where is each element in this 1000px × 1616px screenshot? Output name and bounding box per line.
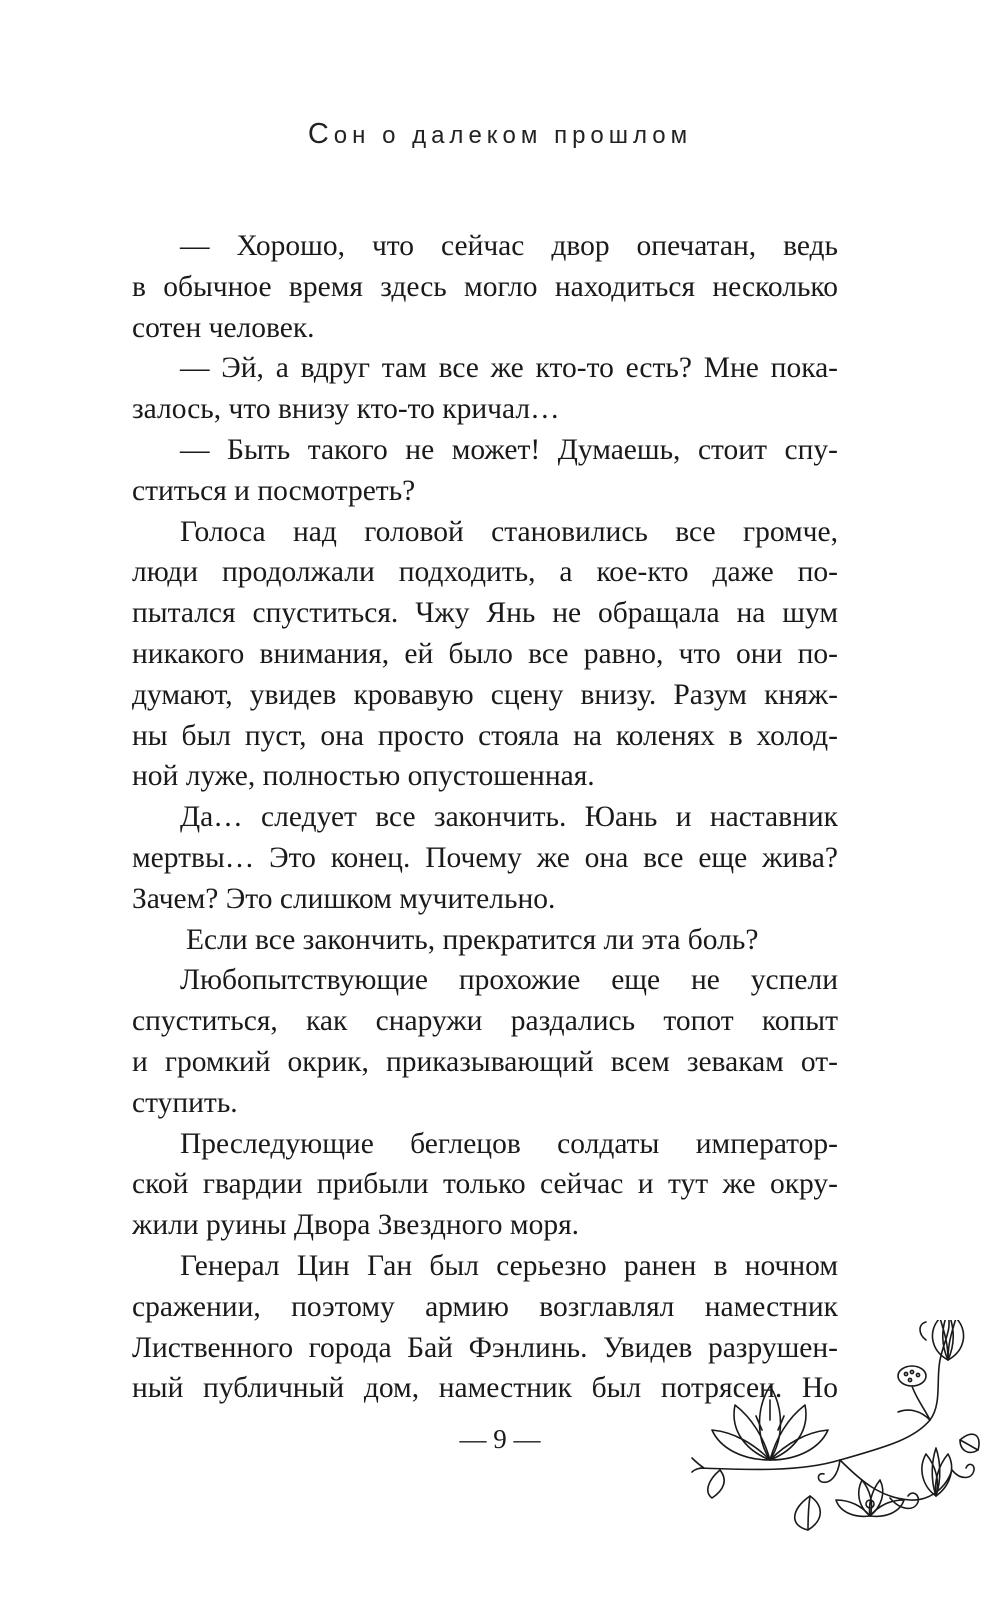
text-line: ны был пуст, она просто стояла на коленях в холод- [132, 719, 838, 752]
text-line: Да… следует все закончить. Юань и наставник [180, 801, 838, 834]
text-line: мертвы… Это конец. Почему же она все еще жива? [132, 841, 838, 874]
body-text [132, 226, 838, 1409]
running-head-text: он о далеком прошлом [333, 122, 693, 149]
text-line: и громкий окрик, приказывающий всем зевакам от- [132, 1045, 838, 1078]
text-line: Зачем? Это слишком мучительно. [132, 882, 556, 915]
text-line: — Эй, а вдруг там все же кто-то есть? Мне пока- [180, 352, 838, 385]
text-line: — Хорошо, что сейчас двор опечатан, ведь [180, 230, 838, 262]
text-line: Преследующие беглецов солдаты император- [180, 1127, 838, 1160]
running-head-initial: С [307, 118, 334, 150]
text-line: — Быть такого не может! Думаешь, стоит спу- [180, 433, 838, 466]
text-line: сражении, поэтому армию возглавлял наместник [132, 1290, 838, 1323]
text-line: сотен человек. [132, 311, 315, 344]
text-line: пытался спуститься. Чжу Янь не обращала на шум [132, 597, 838, 630]
page-number: — 9 — [459, 1424, 541, 1454]
text-line: ной луже, полностью опустошенная. [132, 760, 595, 793]
text-line: в обычное время здесь могло находиться несколько [132, 270, 838, 303]
text-line: Если все закончить, прекратится ли эта боль? [186, 923, 759, 956]
text-line: Генерал Цин Ган был серьезно ранен в ночном [180, 1249, 838, 1282]
text-line: ститься и посмотреть? [132, 474, 416, 507]
lotus-flower-ornament-icon [690, 1320, 990, 1610]
text-line: спуститься, как снаружи раздались топот копыт [132, 1005, 838, 1038]
text-line: Лиственного города Бай Фэнлинь. Увидев разрушен- [132, 1331, 838, 1364]
text-line: ный публичный дом, наместник был потрясен. Но [132, 1372, 838, 1405]
text-line: жили руины Двора Звездного моря. [132, 1209, 580, 1242]
text-line: ступить. [132, 1086, 238, 1119]
text-line: думают, увидев кровавую сцену внизу. Разум княж- [132, 678, 838, 711]
text-line: Голоса над головой становились все громче, [180, 515, 838, 548]
text-line: люди продолжали подходить, а кое-кто даже по- [132, 556, 838, 589]
text-line: ской гвардии прибыли только сейчас и тут же окру- [132, 1168, 838, 1201]
text-line: Любопытствующие прохожие еще не успели [180, 964, 838, 997]
text-line: залось, что внизу кто-то кричал… [132, 393, 560, 426]
text-line: никакого внимания, ей было все равно, что они по- [132, 637, 838, 670]
running-head [0, 118, 1000, 151]
